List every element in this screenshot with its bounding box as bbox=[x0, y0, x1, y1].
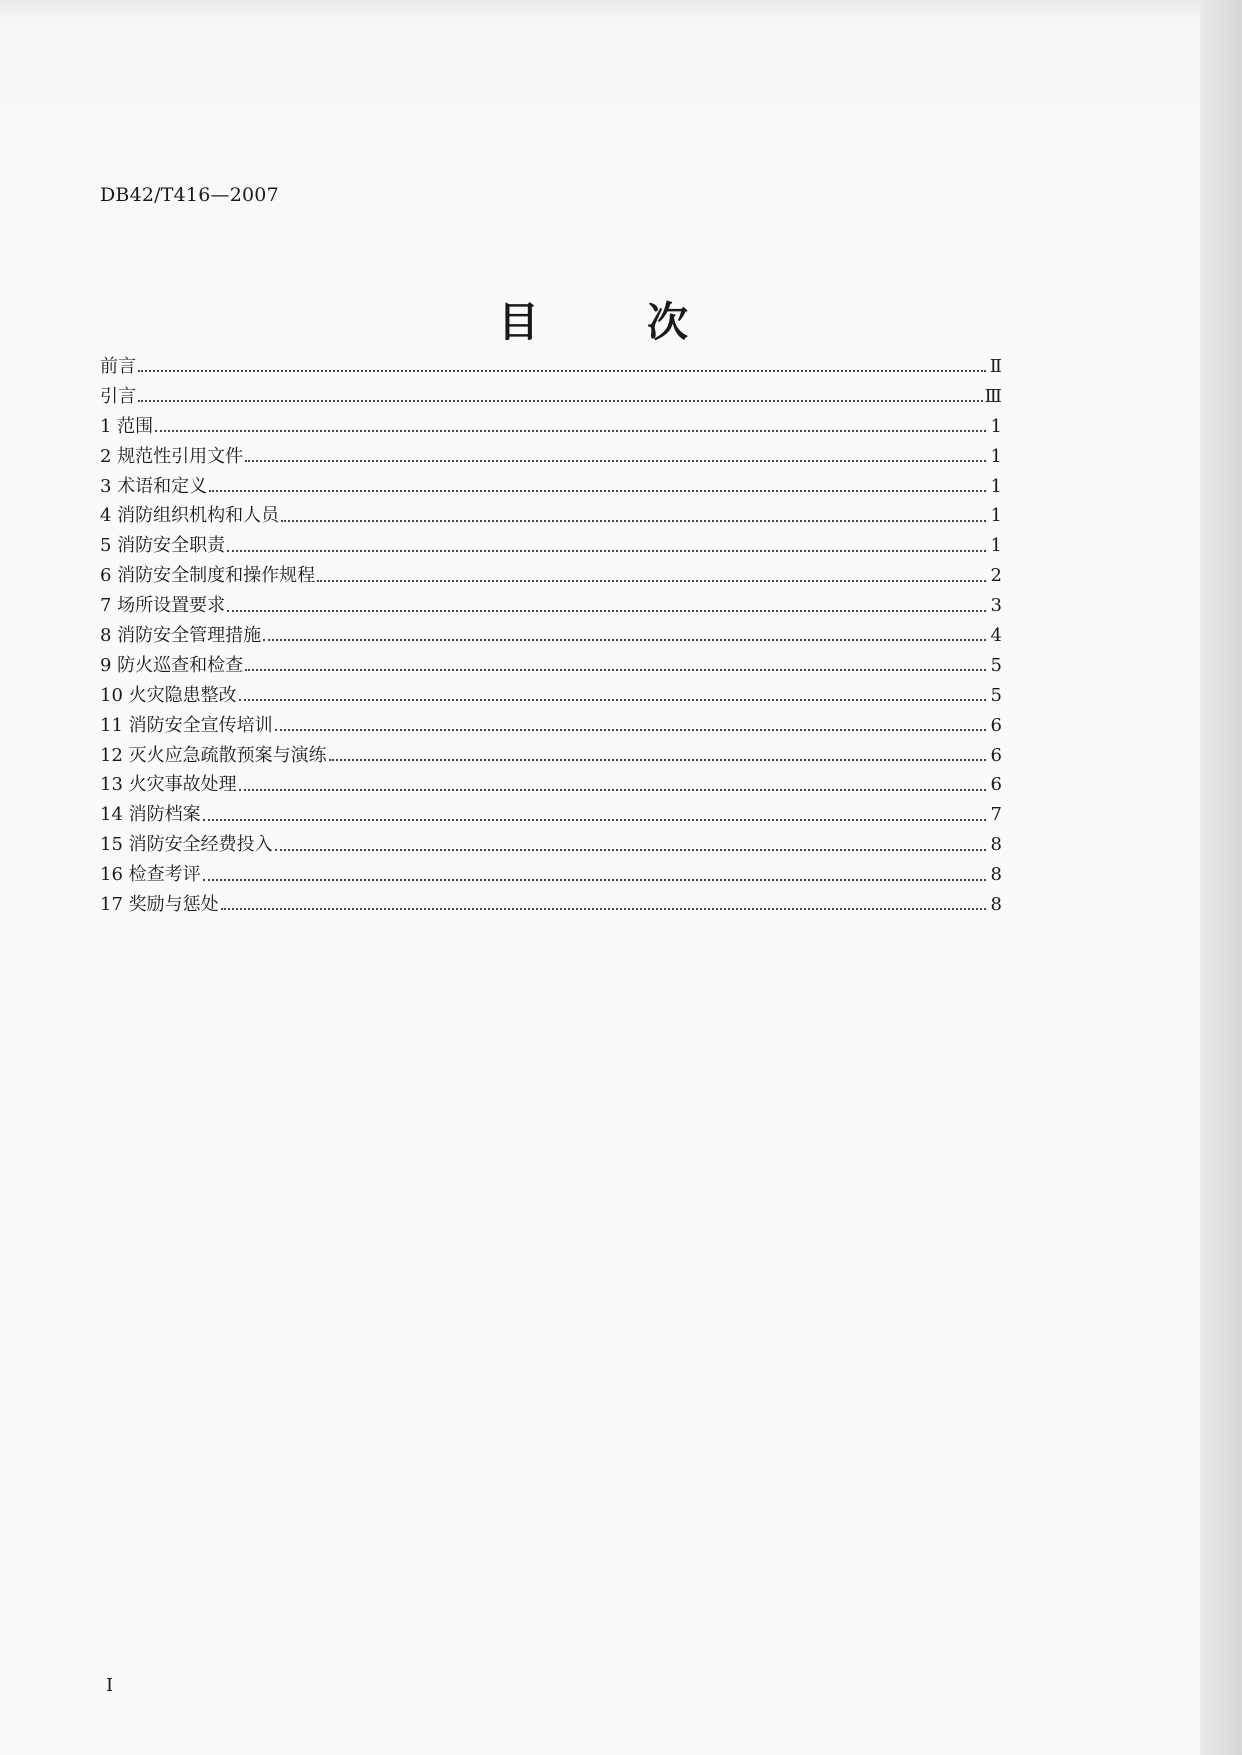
toc-entry-page: 3 bbox=[990, 595, 1002, 617]
toc-leader-dots bbox=[275, 728, 986, 731]
toc-leader-dots bbox=[245, 668, 986, 671]
toc-entry-page: 6 bbox=[990, 744, 1002, 766]
toc-leader-dots bbox=[227, 549, 986, 552]
toc-leader-dots bbox=[227, 609, 986, 612]
toc-entry-rewards-penalties[interactable] bbox=[100, 890, 1002, 920]
toc-entry-publicity-training[interactable] bbox=[100, 711, 1002, 741]
toc-entry-label: 14 消防档案 bbox=[100, 804, 201, 826]
toc-entry-scope[interactable] bbox=[100, 412, 1002, 442]
toc-entry-page: 6 bbox=[990, 714, 1002, 736]
scan-right-edge bbox=[1200, 0, 1242, 1755]
toc-entry-page: 1 bbox=[990, 505, 1002, 527]
toc-entry-page: 1 bbox=[990, 475, 1002, 497]
toc-entry-page: 2 bbox=[990, 565, 1002, 587]
toc-entry-page: 6 bbox=[990, 774, 1002, 796]
scan-top-edge bbox=[0, 0, 1200, 18]
toc-entry-label: 13 火灾事故处理 bbox=[100, 774, 237, 796]
toc-entry-page: 7 bbox=[990, 804, 1002, 826]
toc-leader-dots bbox=[245, 459, 986, 462]
toc-entry-hazard-rectification[interactable] bbox=[100, 681, 1002, 711]
toc-entry-site-requirements[interactable] bbox=[100, 591, 1002, 621]
toc-entry-safety-duties[interactable] bbox=[100, 531, 1002, 561]
toc-entry-label: 2 规范性引用文件 bbox=[100, 445, 244, 467]
toc-entry-page: 1 bbox=[990, 415, 1002, 437]
toc-leader-dots bbox=[221, 907, 986, 910]
toc-entry-label: 10 火灾隐患整改 bbox=[100, 684, 237, 706]
toc-entry-label: 5 消防安全职责 bbox=[100, 535, 226, 557]
toc-entry-page: 8 bbox=[990, 834, 1002, 856]
toc-entry-page: 8 bbox=[990, 864, 1002, 886]
toc-entry-label: 12 灭火应急疏散预案与演练 bbox=[100, 744, 327, 766]
toc-entry-label: 3 术语和定义 bbox=[100, 475, 208, 497]
page-number: I bbox=[106, 1675, 114, 1696]
toc-entry-emergency-drills[interactable] bbox=[100, 741, 1002, 771]
toc-title bbox=[498, 290, 688, 346]
toc-leader-dots bbox=[329, 758, 986, 761]
toc-entry-management-measures[interactable] bbox=[100, 621, 1002, 651]
toc-leader-dots bbox=[138, 369, 986, 372]
toc-entry-page: 8 bbox=[990, 893, 1002, 915]
toc-entry-label: 15 消防安全经费投入 bbox=[100, 834, 273, 856]
toc-leader-dots bbox=[239, 788, 986, 791]
toc-leader-dots bbox=[209, 489, 986, 492]
toc-entry-evaluation[interactable] bbox=[100, 860, 1002, 890]
toc-entry-page: 5 bbox=[990, 654, 1002, 676]
toc-entry-page: 5 bbox=[990, 684, 1002, 706]
toc-leader-dots bbox=[263, 638, 986, 641]
toc-leader-dots bbox=[281, 519, 986, 522]
table-of-contents bbox=[100, 352, 1002, 920]
toc-entry-page: Ⅱ bbox=[989, 355, 1002, 377]
toc-entry-organization-personnel[interactable] bbox=[100, 501, 1002, 531]
toc-title-char-1: 目 bbox=[498, 297, 539, 346]
toc-entry-label: 8 消防安全管理措施 bbox=[100, 624, 262, 646]
toc-entry-introduction[interactable] bbox=[100, 382, 1002, 412]
toc-entry-label: 16 检查考评 bbox=[100, 864, 201, 886]
toc-leader-dots bbox=[138, 399, 983, 402]
standard-code: DB42/T416—2007 bbox=[100, 184, 279, 206]
toc-leader-dots bbox=[239, 698, 986, 701]
toc-leader-dots bbox=[317, 579, 986, 582]
toc-entry-page: 1 bbox=[990, 445, 1002, 467]
toc-entry-page: 4 bbox=[990, 624, 1002, 646]
toc-entry-label: 4 消防组织机构和人员 bbox=[100, 505, 280, 527]
toc-title-char-2: 次 bbox=[647, 297, 688, 346]
toc-entry-label: 7 场所设置要求 bbox=[100, 595, 226, 617]
toc-entry-label: 9 防火巡查和检查 bbox=[100, 654, 244, 676]
toc-entry-records[interactable] bbox=[100, 800, 1002, 830]
toc-entry-label: 11 消防安全宣传培训 bbox=[100, 714, 273, 736]
toc-entry-label: 引言 bbox=[100, 385, 136, 407]
toc-entry-label: 1 范围 bbox=[100, 415, 154, 437]
toc-entry-rules-procedures[interactable] bbox=[100, 561, 1002, 591]
toc-entry-label: 前言 bbox=[100, 355, 136, 377]
toc-entry-label: 6 消防安全制度和操作规程 bbox=[100, 565, 316, 587]
toc-entry-foreword[interactable] bbox=[100, 352, 1002, 382]
toc-leader-dots bbox=[155, 429, 986, 432]
toc-leader-dots bbox=[275, 848, 986, 851]
toc-entry-terms-definitions[interactable] bbox=[100, 472, 1002, 502]
toc-entry-funding[interactable] bbox=[100, 830, 1002, 860]
toc-entry-accident-handling[interactable] bbox=[100, 770, 1002, 800]
toc-entry-label: 17 奖励与惩处 bbox=[100, 893, 219, 915]
toc-entry-patrol-inspection[interactable] bbox=[100, 651, 1002, 681]
toc-leader-dots bbox=[203, 878, 986, 881]
toc-leader-dots bbox=[203, 818, 986, 821]
toc-entry-page: 1 bbox=[990, 535, 1002, 557]
toc-entry-page: Ⅲ bbox=[984, 385, 1002, 407]
toc-entry-normative-references[interactable] bbox=[100, 442, 1002, 472]
